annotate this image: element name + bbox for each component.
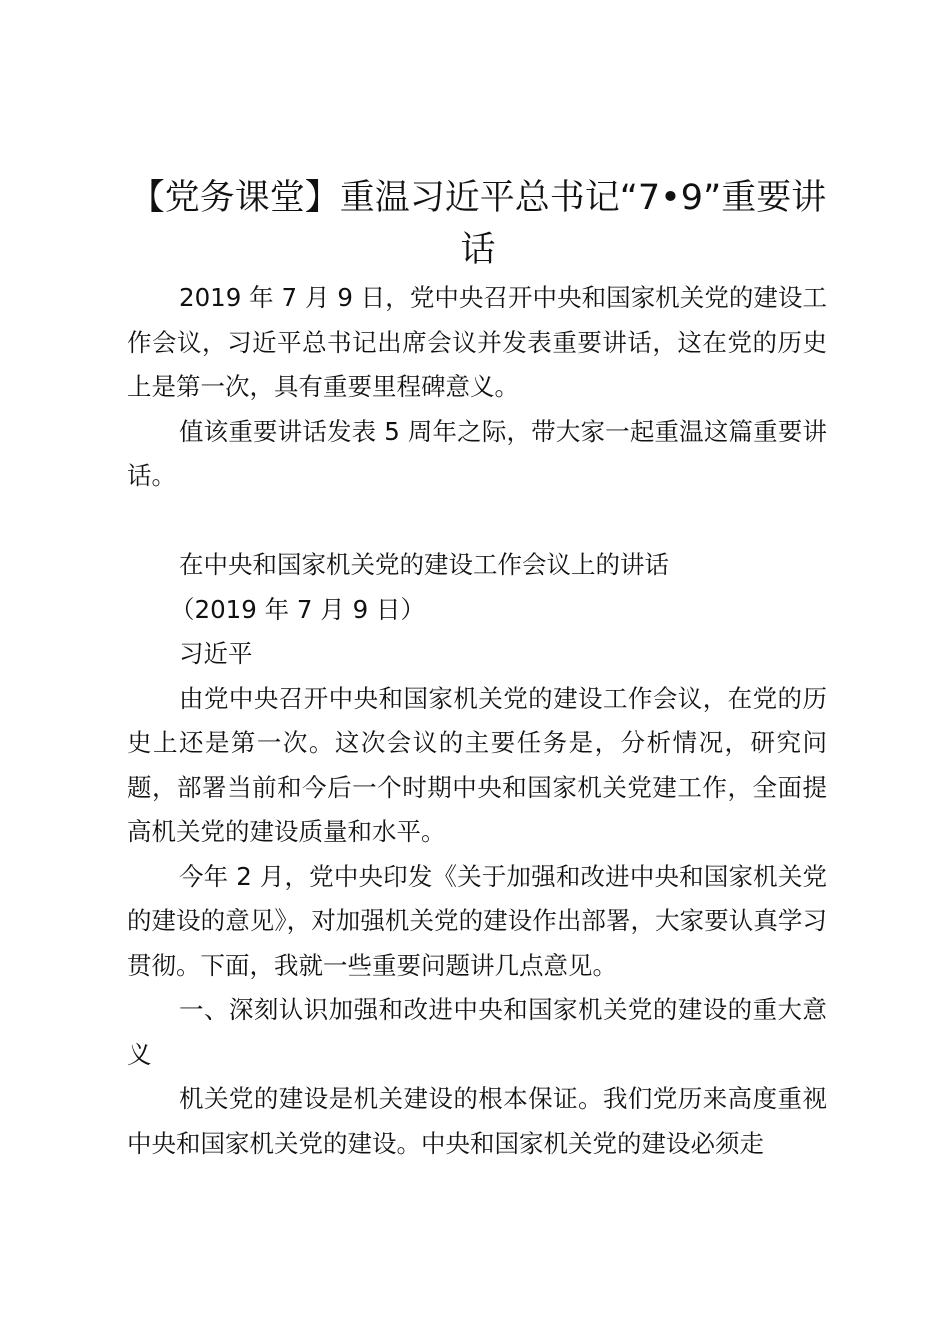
document-title: 【党务课堂】重温习近平总书记“7•9”重要讲话 — [129, 178, 827, 270]
intro-paragraph-2: 值该重要讲话发表 5 周年之际，带大家一起重温这篇重要讲话。 — [127, 416, 827, 490]
intro-paragraph-1: 2019 年 7 月 9 日，党中央召开中央和国家机关党的建设工作会议，习近平总书记出席会议并发表重要讲话，这在党的历史上是第一次，具有重要里程碑意义。 — [127, 283, 827, 401]
speech-paragraph-2: 今年 2 月，党中央印发《关于加强和改进中央和国家机关党的建设的意见》，对加强机关党的建设作出部署，大家要认真学习贯彻。下面，我就一些重要问题讲几点意见。 — [127, 861, 827, 980]
blank-line — [127, 499, 827, 544]
speaker-name: 习近平 — [179, 639, 253, 668]
speech-paragraph-3: 机关党的建设是机关建设的根本保证。我们党历来高度重视中央和国家机关党的建设。中央和国家机关党的建设必须走 — [127, 1084, 827, 1158]
speech-title: 在中央和国家机关党的建设工作会议上的讲话 — [179, 550, 669, 579]
speech-paragraph-1: 由党中央召开中央和国家机关党的建设工作会议，在党的历史上还是第一次。这次会议的主要任务是，分析情况，研究问题，部署当前和今后一个时期中央和国家机关党建工作，全面提高机关党的建设质量和水平。 — [127, 683, 827, 846]
section-heading-1: 一、深刻认识加强和改进中央和国家机关党的建设的重大意义 — [127, 995, 827, 1069]
document-body — [127, 276, 827, 1166]
speech-date: （2019 年 7 月 9 日） — [170, 594, 425, 624]
